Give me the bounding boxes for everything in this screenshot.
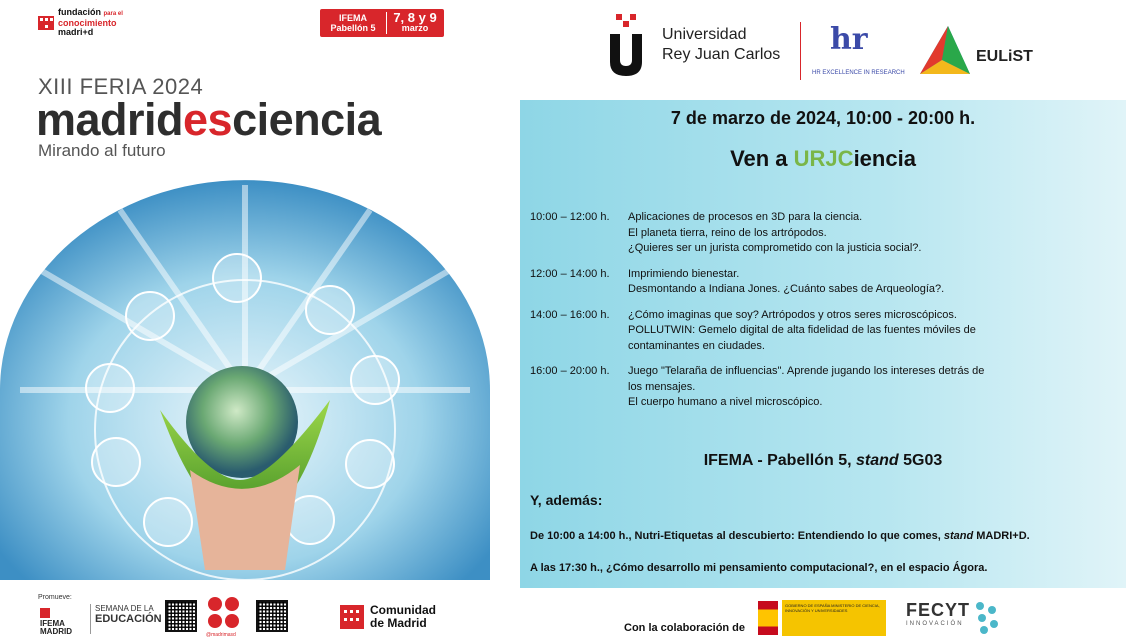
- slot-activity: ¿Quieres ser un jurista comprometido con la justicia social?.: [628, 242, 922, 254]
- semana-educacion-logo: [90, 604, 165, 634]
- slot-activity: ¿Cómo imaginas que soy? Artrópodos y otros seres microscópicos.: [628, 308, 957, 321]
- urjc-logo: [610, 14, 780, 76]
- social-handle: @madrimasd: [206, 632, 236, 638]
- facebook-icon: [208, 614, 222, 628]
- urjc-line1: Universidad: [662, 26, 747, 43]
- fecyt-logo: [906, 600, 970, 627]
- eulist-text: EULiST: [976, 48, 1033, 65]
- slot-activity: Imprimiendo bienestar.: [628, 267, 740, 280]
- poster: [0, 0, 490, 641]
- ifema-madrid-line2: MADRID: [40, 627, 72, 636]
- ifema-mark-icon: [40, 608, 50, 618]
- social-icons: [208, 597, 244, 628]
- badge-ifema: IFEMA: [339, 13, 367, 23]
- program-panel: [520, 100, 1126, 588]
- schedule-slot: [530, 267, 1120, 298]
- semana-line2: EDUCACIÓN: [95, 613, 162, 625]
- instagram-icon: [225, 597, 239, 611]
- slot-activity: Desmontando a Indiana Jones. ¿Cuánto sabes de Arqueología?.: [628, 283, 945, 295]
- gobierno-logo: [758, 600, 890, 636]
- poster-subtitle: Mirando al futuro: [38, 141, 166, 160]
- ifema-madrid-line1: IFEMA: [40, 619, 65, 628]
- slot-activity: El cuerpo humano a nivel microscópico.: [628, 396, 823, 408]
- schedule-slot: [530, 364, 1120, 411]
- linkedin-icon: [225, 614, 239, 628]
- fecyt-molecule-icon: [972, 600, 1002, 636]
- ven-highlight: URJC: [793, 146, 854, 171]
- comunidad-madrid-logo: [340, 604, 436, 630]
- fundacion-conocimiento: conocimiento: [58, 18, 117, 28]
- fundacion-mark-icon: [38, 16, 54, 30]
- slot-activity: Aplicaciones de procesos en 3D para la ciencia.: [628, 211, 863, 223]
- extra1-text: De 10:00 a 14:00 h., Nutri-Etiquetas al descubierto: Entendiendo lo que comes,: [530, 530, 944, 542]
- qr-code-icon: [165, 600, 197, 632]
- slot-activity: los mensajes.: [628, 380, 696, 393]
- comunidad-line2: de Madrid: [370, 616, 427, 630]
- fundacion-text: fundación: [58, 7, 101, 17]
- schedule-slot: [530, 210, 1120, 257]
- slot-activity: Juego "Telaraña de influencias". Aprende jugando los intereses detrás de: [628, 365, 985, 377]
- event-info: [490, 0, 1140, 641]
- schedule: [530, 210, 1120, 421]
- stand-prefix: IFEMA - Pabellón 5,: [703, 452, 857, 469]
- globe-plant-illustration: [0, 180, 490, 580]
- hr-caption: HR EXCELLENCE IN RESEARCH: [812, 70, 905, 76]
- urjc-line2: Rey Juan Carlos: [662, 46, 781, 63]
- qr-code-icon: [256, 600, 288, 632]
- title-part-a: madrid: [36, 94, 184, 145]
- ven-suffix: iencia: [853, 146, 916, 171]
- slot-time: 12:00 – 14:00 h.: [530, 267, 610, 280]
- slot-activity: contaminantes en ciudades.: [628, 339, 765, 352]
- hr-mark: hr: [830, 22, 868, 57]
- slot-activity: El planeta tierra, reino de los artrópodos.: [628, 226, 827, 239]
- gobierno-text: GOBIERNO DE ESPAÑA MINISTERIO DE CIENCIA, INNOVACIÓN Y UNIVERSIDADES: [782, 600, 886, 636]
- ven-a-urjciencia: [520, 146, 1126, 172]
- badge-pabellon: Pabellón 5: [330, 23, 376, 33]
- fundacion-madrid: madri+d: [58, 27, 94, 37]
- stand-code: 5G03: [898, 452, 943, 469]
- feria-label: XIII FERIA 2024: [38, 74, 204, 99]
- hr-excellence-logo: [812, 20, 905, 82]
- ifema-date-badge: [320, 9, 444, 37]
- comunidad-line1: Comunidad: [370, 603, 436, 617]
- promueve-label: Promueve:: [38, 594, 72, 601]
- collab-label: Con la colaboración de: [624, 622, 746, 634]
- fecyt-text: FECYT: [906, 600, 971, 620]
- semana-line1: SEMANA DE LA: [95, 604, 154, 613]
- title-part-c: ciencia: [232, 94, 382, 145]
- slot-time: 10:00 – 12:00 h.: [530, 211, 610, 223]
- stand-word: stand: [856, 452, 899, 469]
- extra-activity: [530, 530, 1030, 542]
- twitter-icon: [208, 597, 222, 611]
- eulist-triangle-icon: [918, 24, 972, 76]
- ifema-madrid-logo: [40, 608, 82, 636]
- slot-activity: POLLUTWIN: Gemelo digital de alta fidelidad de las fuentes móviles de: [628, 324, 976, 336]
- badge-month: marzo: [401, 23, 429, 33]
- schedule-slot: [530, 308, 1120, 355]
- title-part-es: es: [183, 94, 233, 145]
- fundacion-para: para el: [103, 11, 123, 17]
- ademas-heading: Y, además:: [530, 492, 603, 508]
- extra1-suffix: MADRI+D.: [973, 530, 1030, 542]
- extra-activity: A las 17:30 h., ¿Cómo desarrollo mi pensamiento computacional?, en el espacio Ágora.: [530, 562, 988, 574]
- logo-divider: [800, 22, 801, 80]
- urjc-shield-icon: [610, 14, 642, 76]
- event-date: 7 de marzo de 2024, 10:00 - 20:00 h.: [670, 108, 976, 128]
- stand-location: [520, 452, 1126, 470]
- extra1-stand: stand: [943, 530, 974, 542]
- slot-time: 16:00 – 20:00 h.: [530, 365, 610, 377]
- ven-prefix: Ven a: [730, 146, 794, 171]
- spain-flag-icon: [758, 601, 778, 635]
- fecyt-sub: INNOVACIÓN: [906, 621, 964, 627]
- slot-time: 14:00 – 16:00 h.: [530, 308, 610, 321]
- poster-title: [36, 94, 381, 146]
- fundacion-logo: [38, 8, 123, 37]
- comunidad-stars-icon: [340, 605, 364, 629]
- badge-dates: 7, 8 y 9: [393, 10, 437, 25]
- eulist-logo: [918, 24, 1033, 81]
